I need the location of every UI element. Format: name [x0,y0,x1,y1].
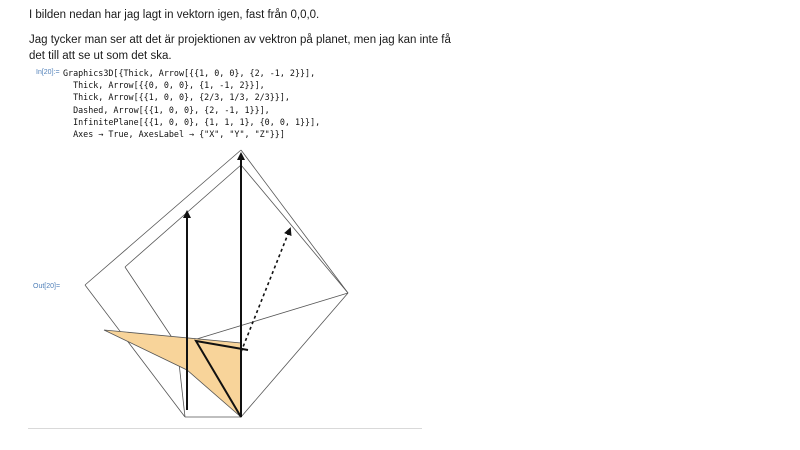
code-line: InfinitePlane[{{1, 0, 0}, {1, 1, 1}, {0, 0, 1}}], [63,116,321,127]
box-edge [241,150,348,293]
input-code-cell[interactable] [63,67,320,140]
code-line: Thick, Arrow[{{0, 0, 0}, {1, -1, 2}}], [63,80,265,91]
dashed-arrow [241,229,290,352]
graphics3d-output[interactable] [80,145,380,427]
output-cell-label: Out[20]= [33,283,61,290]
plane-surface [104,330,241,417]
box-edge [241,165,348,293]
code-line: Axes → True, AxesLabel → {"X", "Y", "Z"}}] [63,129,285,140]
box-edge [177,293,348,345]
cell-divider [28,428,422,429]
intro-paragraph: I bilden nedan har jag lagt in vektorn igen, fast från 0,0,0. [29,9,320,21]
box-edge [85,150,241,285]
box-edge [125,165,241,267]
question-paragraph: Jag tycker man ser att det är projektionen av vektron på planet, men jag kan inte få det till att se ut som det ska. [29,34,451,62]
code-line: Graphics3D[{Thick, Arrow[{{1, 0, 0}, {2, -1, 2}}], [63,68,316,78]
code-line: Dashed, Arrow[{{1, 0, 0}, {2, -1, 1}}], [63,104,270,115]
input-cell-label: In[20]:= [36,69,60,76]
code-line: Thick, Arrow[{{1, 0, 0}, {2/3, 1/3, 2/3}}], [63,92,290,103]
